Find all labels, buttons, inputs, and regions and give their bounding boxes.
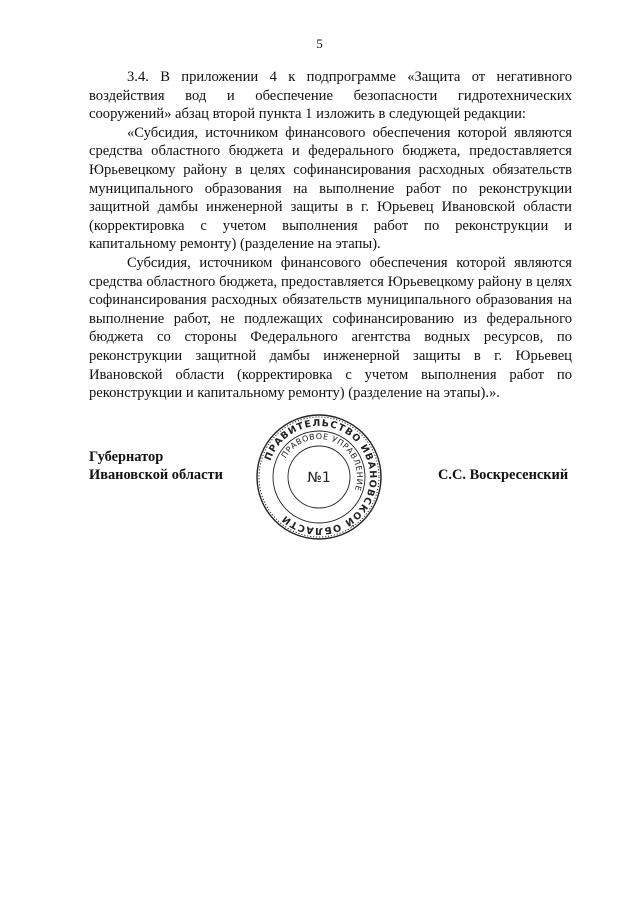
paragraph-2: «Субсидия, источником финансового обеспечения которой являются средства областного бюджета и федерального бюджета, предоставляется Юрьевецкому району в целях софинансирования расходных обязательств муниципального образования на выполнение работ по реконструкции защитной дамбы инженерной защиты в г. Юрьевец Ивановской области (корректировка с учетом выполнения работ по реконструкции и капитальному ремонту) (разделение на этапы). <box>89 124 572 253</box>
seal-inner-text: ПРАВОВОЕ УПРАВЛЕНИЕ <box>279 431 365 493</box>
position-line-1: Губернатор <box>89 449 164 465</box>
paragraph-3: Субсидия, источником финансового обеспечения которой являются средства областного бюджета, предоставляется Юрьевецкому району в целях софинансирования расходных обязательств муниципального образования на выполнение работ, не подлежащих софинансированию из федерального бюджета со стороны Федерального агентства водных ресурсов, по реконструкции защитной дамбы инженерной защиты в г. Юрьевец Ивановской области (корректировка с учетом выполнения работ по реконструкции и капитальному ремонту) (разделение на этапы).». <box>89 254 572 402</box>
signatory-position <box>89 448 223 484</box>
page-number: 5 <box>316 36 323 51</box>
seal-number: №1 <box>307 470 331 486</box>
document-body <box>89 68 572 403</box>
paragraph-1: 3.4. В приложении 4 к подпрограмме «Защита от негативного воздействия вод и обеспечение безопасности гидротехнических сооружений» абзац второй пункта 1 изложить в следующей редакции: <box>89 69 572 123</box>
official-seal <box>254 412 384 542</box>
position-line-2: Ивановской области <box>89 467 223 484</box>
signatory-name: С.С. Воскресенский <box>438 467 569 483</box>
seal-outer-text: ПРАВИТЕЛЬСТВО ИВАНОВСКОЙ ОБЛАСТИ <box>262 417 379 537</box>
